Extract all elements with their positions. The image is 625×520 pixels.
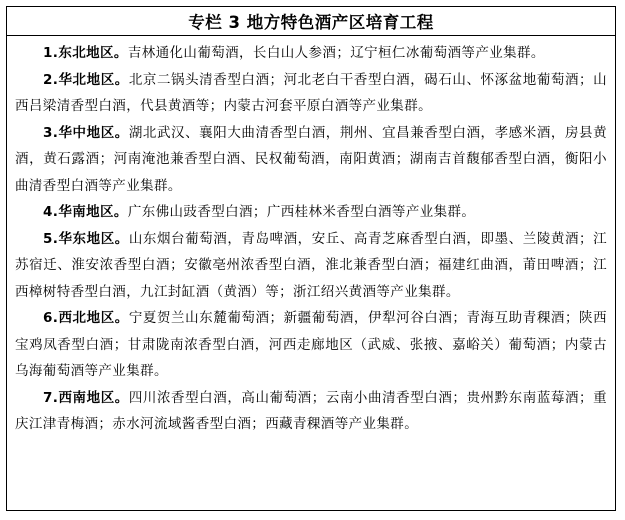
region-text: 宁夏贺兰山东麓葡萄酒；新疆葡萄酒，伊犁河谷白酒；青海互助青稞酒；陕西宝鸡凤香型白酒；甘肃陇南浓香型白酒，河西走廊地区（武威、张掖、嘉峪关）葡萄酒；内蒙古乌海葡萄酒等产业集群。 — [15, 310, 607, 379]
region-paragraph-east — [15, 226, 607, 306]
region-paragraph-northwest — [15, 305, 607, 385]
region-heading: 6.西北地区。 — [43, 310, 129, 326]
region-text: 湖北武汉、襄阳大曲清香型白酒，荆州、宜昌兼香型白酒，孝感米酒，房县黄酒，黄石露酒；河南淹池兼香型白酒、民权葡萄酒，南阳黄酒；湖南吉首馥郁香型白酒，衡阳小曲清香型白酒等产业集群。 — [15, 124, 607, 194]
region-paragraph-north — [15, 67, 607, 120]
region-heading: 2.华北地区。 — [43, 71, 129, 88]
region-text: 四川浓香型白酒，高山葡萄酒；云南小曲清香型白酒；贵州黔东南蓝莓酒；重庆江津青梅酒；赤水河流域酱香型白酒；西藏青稞酒等产业集群。 — [15, 389, 607, 432]
region-paragraph-south — [15, 199, 607, 226]
region-text: 吉林通化山葡萄酒，长白山人参酒；辽宁桓仁冰葡萄酒等产业集群。 — [127, 45, 545, 61]
region-heading: 1.东北地区。 — [43, 45, 128, 61]
box-content — [7, 36, 615, 438]
region-text: 山东烟台葡萄酒，青岛啤酒，安丘、高青芝麻香型白酒，即墨、兰陵黄酒；江苏宿迁、淮安浓香型白酒；安徽亳州浓香型白酒，淮北兼香型白酒；福建红曲酒，莆田啤酒；江西樟树特香型白酒，九江封缸酒（黄酒）等；浙江绍兴黄酒等产业集群。 — [15, 230, 607, 300]
region-heading: 7.西南地区。 — [43, 389, 129, 406]
box-title: 专栏 3 地方特色酒产区培育工程 — [7, 7, 615, 36]
region-heading: 5.华东地区。 — [43, 230, 129, 247]
region-paragraph-southwest — [15, 385, 607, 438]
region-heading: 3.华中地区。 — [43, 124, 129, 141]
region-paragraph-central — [15, 120, 607, 200]
region-text: 广东佛山豉香型白酒；广西桂林米香型白酒等产业集群。 — [127, 204, 476, 220]
region-paragraph-northeast — [15, 40, 607, 67]
region-heading: 4.华南地区。 — [43, 204, 128, 220]
feature-box — [6, 6, 616, 511]
region-text: 北京二锅头清香型白酒；河北老白干香型白酒，碣石山、怀涿盆地葡萄酒；山西吕梁清香型白酒，代县黄酒等；内蒙古河套平原白酒等产业集群。 — [15, 71, 607, 114]
